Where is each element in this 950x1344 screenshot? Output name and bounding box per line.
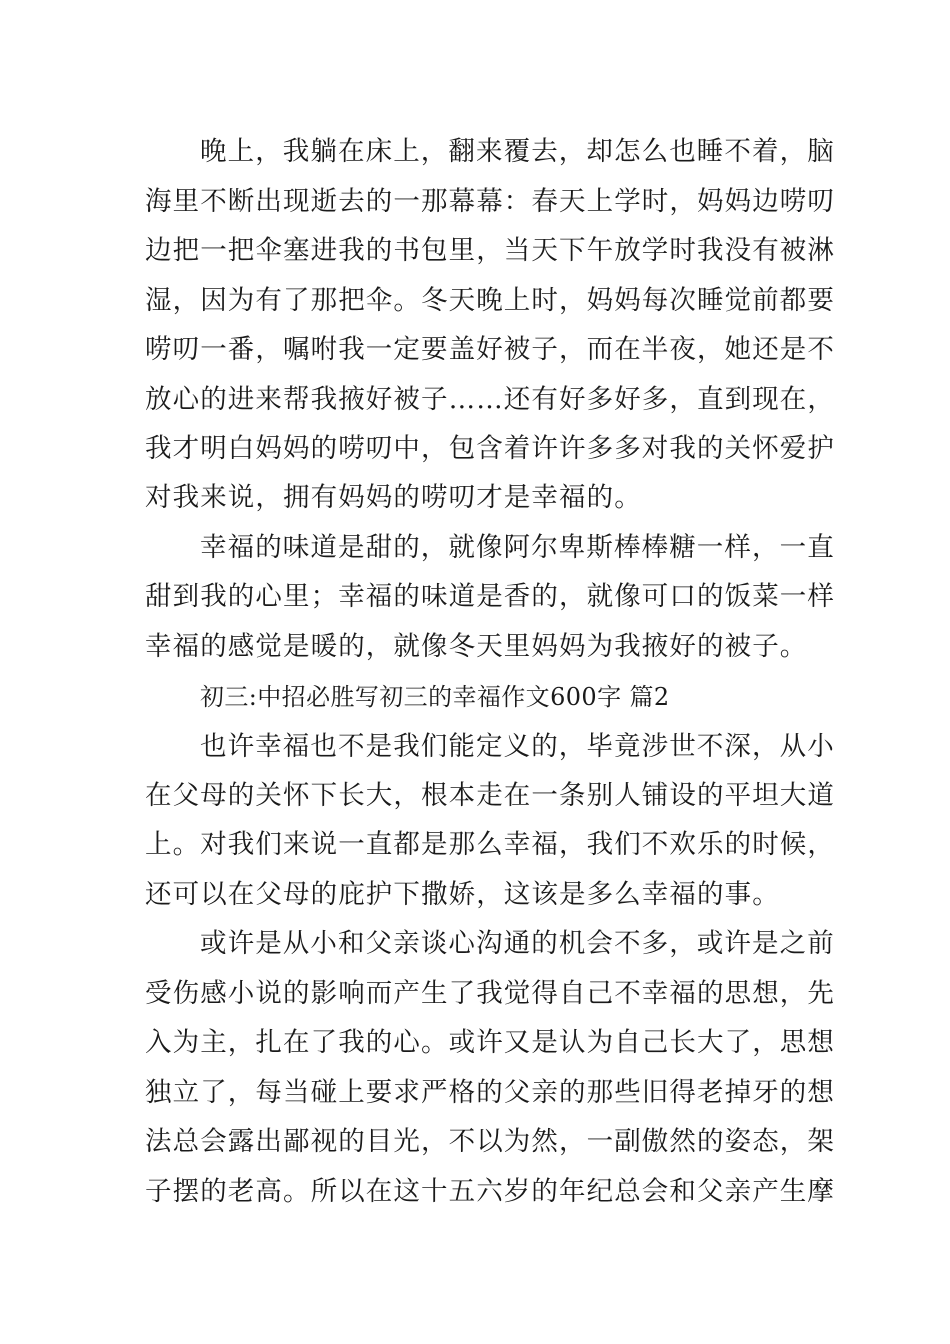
paragraph-1-line-1: 晚上，我躺在床上，翻来覆去，却怎么也睡不着，脑 bbox=[200, 136, 835, 167]
paragraph-1-line-7: 我才明白妈妈的唠叨中，包含着许许多多对我的关怀爱护 bbox=[145, 433, 835, 464]
paragraph-1-line-6: 放心的进来帮我掖好被子……还有好多好多，直到现在， bbox=[145, 384, 835, 415]
paragraph-4-line-6: 子摆的老高。所以在这十五六岁的年纪总会和父亲产生摩 bbox=[145, 1176, 835, 1207]
paragraph-3-line-3: 上。对我们来说一直都是那么幸福，我们不欢乐的时候， bbox=[145, 829, 835, 860]
paragraph-4-line-4: 独立了，每当碰上要求严格的父亲的那些旧得老掉牙的想 bbox=[145, 1077, 835, 1108]
paragraph-4-line-2: 受伤感小说的影响而产生了我觉得自己不幸福的思想，先 bbox=[145, 978, 835, 1009]
paragraph-1-line-5: 唠叨一番，嘱咐我一定要盖好被子，而在半夜，她还是不 bbox=[145, 334, 835, 365]
paragraph-1-line-4: 湿，因为有了那把伞。冬天晚上时，妈妈每次睡觉前都要 bbox=[145, 285, 835, 316]
paragraph-1-line-3: 边把一把伞塞进我的书包里，当天下午放学时我没有被淋 bbox=[145, 235, 835, 266]
paragraph-1-line-2: 海里不断出现逝去的一那幕幕：春天上学时，妈妈边唠叨 bbox=[145, 186, 835, 217]
paragraph-4-line-5: 法总会露出鄙视的目光，不以为然，一副傲然的姿态，架 bbox=[145, 1126, 835, 1157]
paragraph-1-line-8: 对我来说，拥有妈妈的唠叨才是幸福的。 bbox=[145, 482, 642, 513]
paragraph-3-line-1: 也许幸福也不是我们能定义的，毕竟涉世不深，从小 bbox=[200, 731, 835, 762]
paragraph-4-line-1: 或许是从小和父亲谈心沟通的机会不多，或许是之前 bbox=[200, 928, 835, 959]
section-heading: 初三:中招必胜写初三的幸福作文600字 篇2 bbox=[200, 683, 670, 711]
paragraph-3-line-4: 还可以在父母的庇护下撒娇，这该是多么幸福的事。 bbox=[145, 879, 780, 910]
paragraph-2-line-3: 幸福的感觉是暖的，就像冬天里妈妈为我掖好的被子。 bbox=[145, 631, 808, 662]
paragraph-2-line-1: 幸福的味道是甜的，就像阿尔卑斯棒棒糖一样，一直 bbox=[200, 532, 835, 563]
paragraph-3-line-2: 在父母的关怀下长大，根本走在一条别人铺设的平坦大道 bbox=[145, 780, 835, 811]
paragraph-2-line-2: 甜到我的心里；幸福的味道是香的，就像可口的饭菜一样 bbox=[145, 581, 835, 612]
paragraph-4-line-3: 入为主，扎在了我的心。或许又是认为自己长大了，思想 bbox=[145, 1027, 835, 1058]
